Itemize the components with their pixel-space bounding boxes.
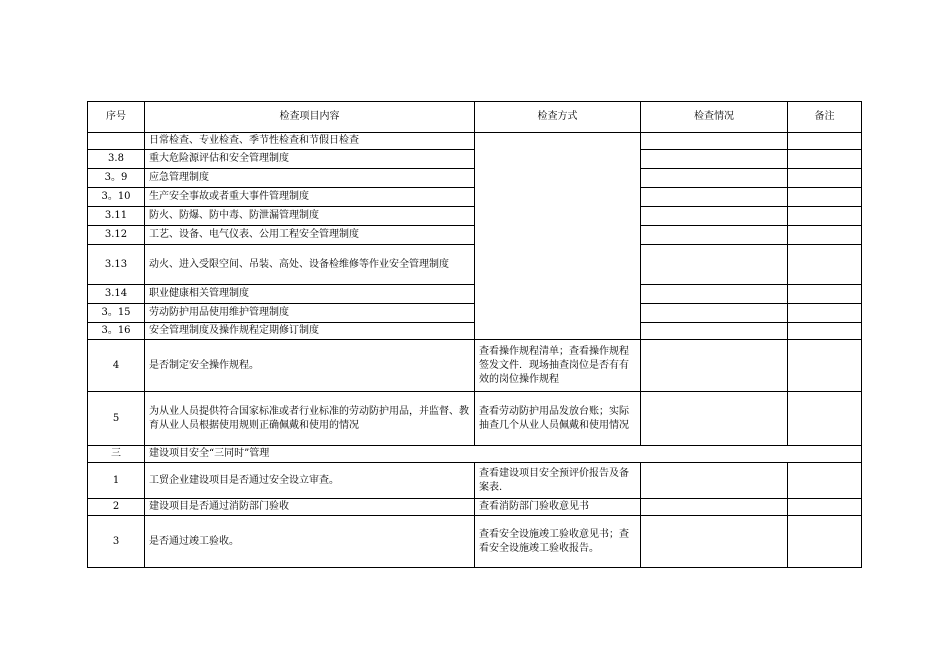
row-remarks bbox=[788, 285, 862, 304]
row-remarks bbox=[788, 133, 862, 150]
row-content: 工艺、设备、电气仪表、公用工程安全管理制度 bbox=[145, 226, 475, 245]
row-remarks bbox=[788, 169, 862, 188]
row-content: 建设项目是否通过消防部门验收 bbox=[145, 499, 475, 516]
row-seq: 3。9 bbox=[88, 169, 145, 188]
table-row bbox=[88, 463, 862, 499]
row-status bbox=[641, 516, 788, 568]
row-content: 职业健康相关管理制度 bbox=[145, 285, 475, 304]
row-seq: 3.13 bbox=[88, 245, 145, 285]
row-seq: 4 bbox=[88, 340, 145, 392]
row-status bbox=[641, 133, 788, 150]
row-seq: 3.11 bbox=[88, 207, 145, 226]
row-content: 防火、防爆、防中毒、防泄漏管理制度 bbox=[145, 207, 475, 226]
row-remarks bbox=[788, 463, 862, 499]
header-method: 检查方式 bbox=[475, 102, 641, 133]
table-row bbox=[88, 499, 862, 516]
row-status bbox=[641, 499, 788, 516]
row-method: 查看操作规程清单；查看操作规程签发文件．现场抽查岗位是否有有效的岗位操作规程 bbox=[475, 340, 641, 392]
row-seq bbox=[88, 133, 145, 150]
row-seq: 3.12 bbox=[88, 226, 145, 245]
row-content: 工贸企业建设项目是否通过安全设立审查。 bbox=[145, 463, 475, 499]
row-remarks bbox=[788, 323, 862, 340]
row-status bbox=[641, 188, 788, 207]
row-remarks bbox=[788, 150, 862, 169]
row-content: 是否通过竣工验收。 bbox=[145, 516, 475, 568]
row-method: 查看消防部门验收意见书 bbox=[475, 499, 641, 516]
row-content: 是否制定安全操作规程。 bbox=[145, 340, 475, 392]
header-row bbox=[88, 102, 862, 133]
row-status bbox=[641, 150, 788, 169]
row-seq: 3。10 bbox=[88, 188, 145, 207]
section-row bbox=[88, 446, 862, 463]
row-content: 重大危险源评估和安全管理制度 bbox=[145, 150, 475, 169]
table-row bbox=[88, 516, 862, 568]
row-seq: 2 bbox=[88, 499, 145, 516]
row-content: 安全管理制度及操作规程定期修订制度 bbox=[145, 323, 475, 340]
row-content: 动火、进入受限空间、吊装、高处、设备检维修等作业安全管理制度 bbox=[145, 245, 475, 285]
row-status bbox=[641, 463, 788, 499]
row-status bbox=[641, 340, 788, 392]
row-remarks bbox=[788, 340, 862, 392]
row-content: 应急管理制度 bbox=[145, 169, 475, 188]
row-seq: 3 bbox=[88, 516, 145, 568]
row-remarks bbox=[788, 516, 862, 568]
row-status bbox=[641, 285, 788, 304]
header-status: 检查情况 bbox=[641, 102, 788, 133]
row-remarks bbox=[788, 188, 862, 207]
row-method: 查看劳动防护用品发放台账；实际抽查几个从业人员佩戴和使用情况 bbox=[475, 392, 641, 446]
row-content: 劳动防护用品使用维护管理制度 bbox=[145, 304, 475, 323]
inspection-table bbox=[87, 101, 862, 568]
row-seq: 3.14 bbox=[88, 285, 145, 304]
row-seq: 3。16 bbox=[88, 323, 145, 340]
table-row bbox=[88, 392, 862, 446]
row-method: 查看安全设施竣工验收意见书；查看安全设施竣工验收报告。 bbox=[475, 516, 641, 568]
row-remarks bbox=[788, 207, 862, 226]
row-content: 日常检查、专业检查、季节性检查和节假日检查 bbox=[145, 133, 475, 150]
row-status bbox=[641, 245, 788, 285]
row-status bbox=[641, 323, 788, 340]
row-status bbox=[641, 304, 788, 323]
row-seq: 3。15 bbox=[88, 304, 145, 323]
header-content: 检查项目内容 bbox=[145, 102, 475, 133]
row-method: 查看建设项目安全预评价报告及备案表. bbox=[475, 463, 641, 499]
row-remarks bbox=[788, 499, 862, 516]
row-remarks bbox=[788, 245, 862, 285]
row-content: 为从业人员提供符合国家标准或者行业标准的劳动防护用品，并监督、教育从业人员根据使用规则正确佩戴和使用的情况 bbox=[145, 392, 475, 446]
row-seq: 1 bbox=[88, 463, 145, 499]
row-status bbox=[641, 226, 788, 245]
row-seq: 5 bbox=[88, 392, 145, 446]
row-seq: 3.8 bbox=[88, 150, 145, 169]
table-row bbox=[88, 340, 862, 392]
section-seq: 三 bbox=[88, 446, 145, 463]
table-row bbox=[88, 133, 862, 150]
row-status bbox=[641, 392, 788, 446]
row-remarks bbox=[788, 392, 862, 446]
header-seq: 序号 bbox=[88, 102, 145, 133]
row-status bbox=[641, 169, 788, 188]
header-remarks: 备注 bbox=[788, 102, 862, 133]
row-remarks bbox=[788, 226, 862, 245]
section-title: 建设项目安全“三同时”管理 bbox=[145, 446, 862, 463]
row-status bbox=[641, 207, 788, 226]
row-method-merged bbox=[475, 133, 641, 340]
row-content: 生产安全事故或者重大事件管理制度 bbox=[145, 188, 475, 207]
row-remarks bbox=[788, 304, 862, 323]
